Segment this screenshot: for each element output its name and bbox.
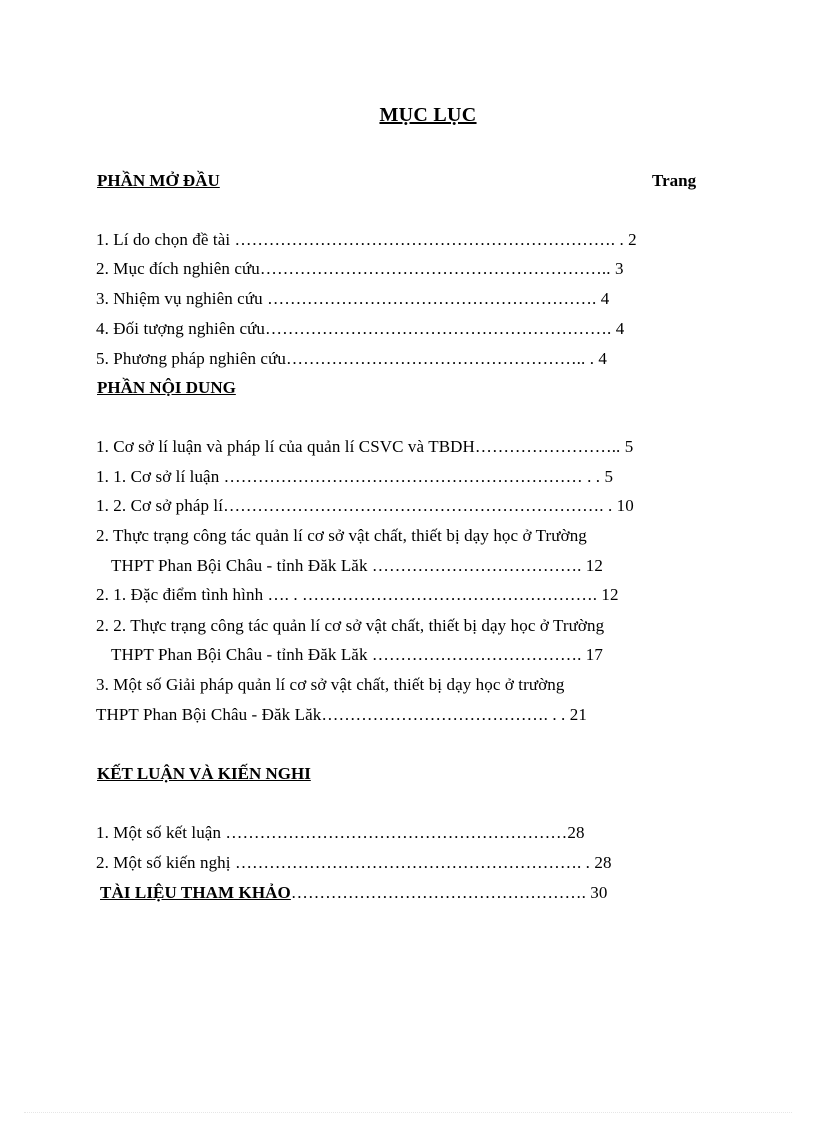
toc-entry-continuation: THPT Phan Bội Châu - tỉnh Đăk Lăk ………………………………. 12 bbox=[111, 556, 603, 575]
toc-entry-references bbox=[100, 883, 608, 903]
toc-entry: 2. Thực trạng công tác quản lí cơ sở vật chất, thiết bị dạy học ở Trường bbox=[96, 526, 587, 545]
toc-entry-continuation: THPT Phan Bội Châu - tỉnh Đăk Lăk ………………………………. 17 bbox=[111, 645, 603, 664]
toc-entry: 2. 1. Đặc điểm tình hình …. . ……………………………………………. 12 bbox=[96, 585, 619, 604]
toc-entry: 1. 1. Cơ sở lí luận ……………………………………………………… . . 5 bbox=[96, 467, 614, 486]
toc-entry: 1. Lí do chọn đề tài …………………………………………………………. . 2 bbox=[96, 230, 637, 249]
toc-entry: 2. Một số kiến nghị ……………………………………………………. . 28 bbox=[96, 853, 612, 872]
toc-entry: 1. Cơ sở lí luận và pháp lí của quản lí CSVC và TBDH…………………….. 5 bbox=[96, 437, 634, 456]
section-heading-content: PHẦN NỘI DUNG bbox=[97, 378, 236, 397]
toc-entry: 2. 2. Thực trạng công tác quản lí cơ sở vật chất, thiết bị dạy học ở Trường bbox=[96, 616, 605, 635]
references-page-leader: ……………………………………………. 30 bbox=[290, 883, 608, 902]
section-heading-intro: PHẦN MỞ ĐẦU bbox=[97, 171, 220, 190]
toc-entry: 4. Đối tượng nghiên cứu……………………………………………………. 4 bbox=[96, 319, 625, 338]
section-heading-conclusion: KẾT LUẬN VÀ KIẾN NGHI bbox=[97, 764, 311, 783]
toc-entry: 1. Một số kết luận ……………………………………………………28 bbox=[96, 823, 585, 842]
toc-entry: 3. Nhiệm vụ nghiên cứu …………………………………………………. 4 bbox=[96, 289, 610, 308]
toc-entry: 5. Phương pháp nghiên cứu…………………………………………….. . 4 bbox=[96, 349, 608, 368]
page-title: MỤC LỤC bbox=[379, 104, 477, 126]
toc-entry: 1. 2. Cơ sở pháp lí…………………………………………………………. . 10 bbox=[96, 496, 634, 515]
references-heading: TÀI LIỆU THAM KHẢO bbox=[100, 883, 291, 902]
toc-entry: 2. Mục đích nghiên cứu…………………………………………………….. 3 bbox=[96, 259, 624, 278]
toc-entry: 3. Một số Giải pháp quản lí cơ sở vật chất, thiết bị dạy học ở trường bbox=[96, 675, 565, 694]
page-bottom-rule bbox=[24, 1112, 792, 1113]
toc-entry-continuation: THPT Phan Bội Châu - Đăk Lăk…………………………………. . . 21 bbox=[96, 705, 587, 724]
page-column-label: Trang bbox=[652, 171, 697, 190]
